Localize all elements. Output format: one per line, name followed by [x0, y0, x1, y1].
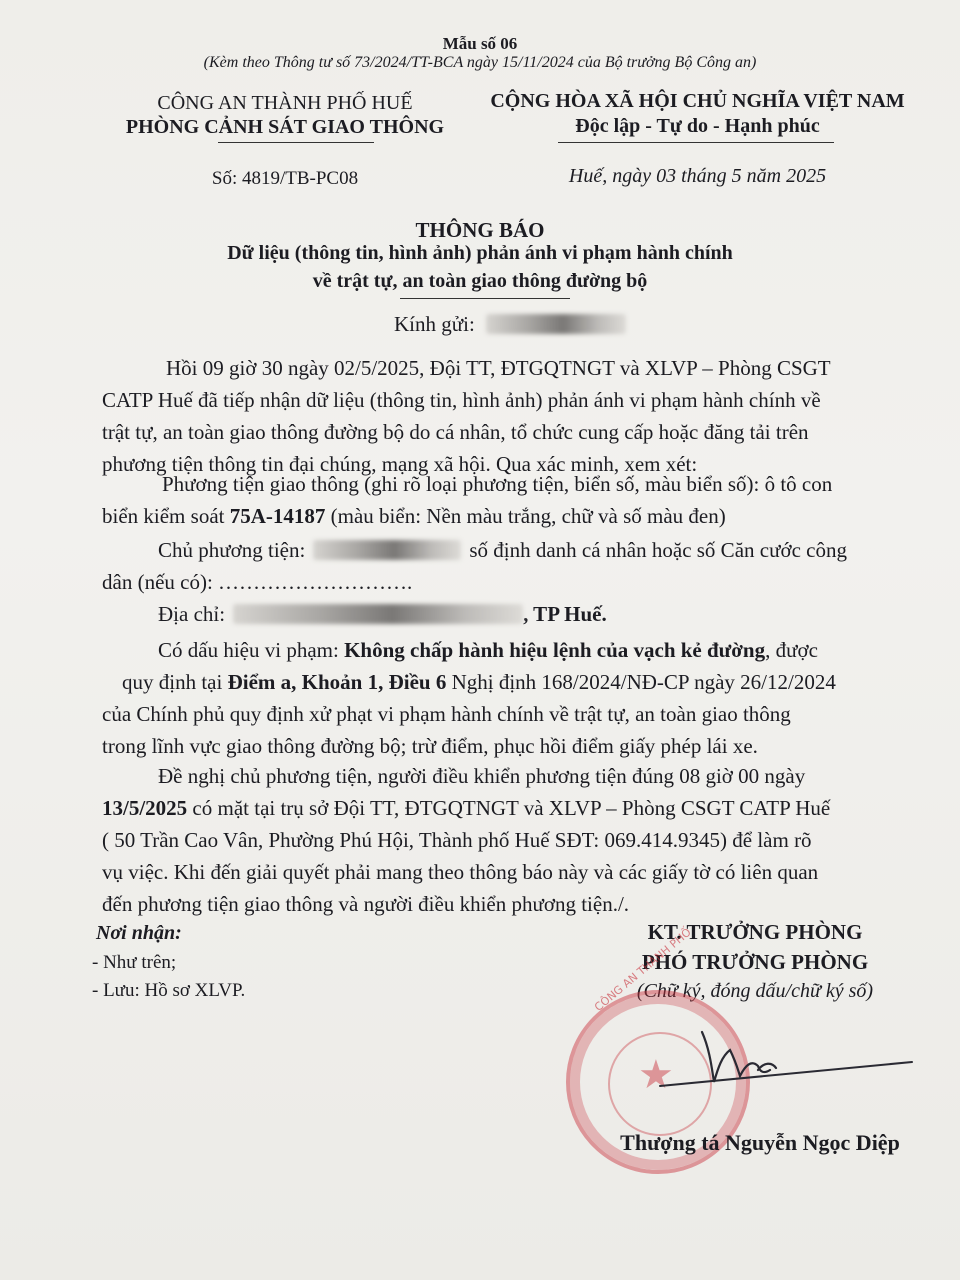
owner-label: Chủ phương tiện: [158, 538, 306, 562]
regulation-line: của Chính phủ quy định xử phạt vi phạm hành chính về trật tự, an toàn giao thông [102, 702, 791, 726]
redacted-address [233, 604, 523, 624]
redacted-recipient [486, 314, 626, 334]
address-label: Địa chỉ: [158, 602, 226, 626]
request-paragraph [102, 760, 942, 920]
agency-name: CÔNG AN THÀNH PHỐ HUẾ [157, 92, 413, 114]
seal-text: CÔNG AN THÀNH PHỐ [592, 925, 694, 1014]
signer-title: KT. TRƯỞNG PHÒNG [647, 920, 863, 944]
signer-position: PHÓ TRƯỞNG PHÒNG [641, 950, 869, 974]
violation-line [102, 634, 942, 666]
regulation-decree: Nghị định 168/2024/NĐ-CP ngày 26/12/2024 [446, 670, 836, 694]
form-number: Mẫu số 06 [442, 34, 518, 53]
recipient-item: - Như trên; [92, 952, 177, 973]
plate-color: (màu biển: Nền màu trắng, chữ và số màu đen) [325, 504, 726, 528]
address-city: , TP Huế. [523, 602, 607, 626]
appointment-place: có mặt tại trụ sở Đội TT, ĐTGQTNGT và XLVP – Phòng CSGT CATP Huế [187, 796, 831, 820]
national-motto: Độc lập - Tự do - Hạnh phúc [575, 115, 820, 137]
intro-line: phương tiện thông tin đại chúng, mạng xã hội. Qua xác minh, xem xét: [102, 452, 698, 476]
notice-subtitle-1: Dữ liệu (thông tin, hình ảnh) phản ánh vi phạm hành chính [227, 242, 733, 264]
title-underline [400, 298, 570, 299]
owner-paragraph [102, 534, 942, 598]
intro-line: CATP Huế đã tiếp nhận dữ liệu (thông tin, hình ảnh) phản ánh vi phạm hành chính về [102, 388, 821, 412]
violation-label: Có dấu hiệu vi phạm: [158, 638, 345, 662]
notice-title: THÔNG BÁO [415, 218, 545, 242]
notice-subtitle-2: về trật tự, an toàn giao thông đường bộ [312, 270, 648, 292]
redacted-owner [313, 540, 461, 560]
intro-line: trật tự, an toàn giao thông đường bộ do cá nhân, tổ chức cung cấp hoặc đăng tải trên [102, 420, 809, 444]
motto-underline [558, 142, 834, 143]
appointment-date: 13/5/2025 [102, 796, 188, 820]
violation-description: Không chấp hành hiệu lệnh của vạch kẻ đường [344, 638, 766, 662]
department-name: PHÒNG CẢNH SÁT GIAO THÔNG [125, 116, 445, 138]
signer-name: Thượng tá Nguyễn Ngọc Diệp [620, 1130, 900, 1155]
signature-note: (Chữ ký, đóng dấu/chữ ký số) [636, 980, 874, 1002]
seal-star-icon: ★ [638, 1052, 674, 1098]
recipient-label: Kính gửi: [394, 312, 475, 336]
department-underline [218, 142, 374, 143]
recipients-title: Nơi nhận: [96, 922, 182, 944]
regulation-line: trong lĩnh vực giao thông đường bộ; trừ điểm, phục hồi điểm giấy phép lái xe. [102, 734, 758, 758]
request-line: Đề nghị chủ phương tiện, người điều khiển phương tiện đúng 08 giờ 00 ngày [158, 764, 806, 788]
request-line: đến phương tiện giao thông và người điều khiển phương tiện./. [102, 892, 630, 916]
address-line [102, 598, 942, 630]
recipient-line [394, 312, 626, 337]
plate-prefix: biển kiểm soát [102, 504, 230, 528]
regulation-prefix: quy định tại [122, 670, 228, 694]
intro-line: Hồi 09 giờ 30 ngày 02/5/2025, Đội TT, ĐTGQTNGT và XLVP – Phòng CSGT [166, 356, 831, 380]
document-number: Số: 4819/TB-PC08 [211, 168, 359, 189]
violation-suffix: , được [765, 638, 818, 662]
owner-line [102, 534, 942, 566]
regulation-article: Điểm a, Khoản 1, Điều 6 [227, 670, 447, 694]
national-title: CỘNG HÒA XÃ HỘI CHỦ NGHĨA VIỆT NAM [490, 90, 905, 112]
handwritten-signature [640, 1010, 930, 1100]
vehicle-plate-line [102, 500, 942, 532]
vehicle-line: Phương tiện giao thông (ghi rõ loại phương tiện, biển số, màu biển số): ô tô con [162, 472, 833, 496]
vehicle-paragraph [102, 468, 942, 532]
owner-id-line: dân (nếu có): ………………………. [102, 570, 413, 594]
recipient-item: - Lưu: Hồ sơ XLVP. [92, 980, 246, 1001]
request-line: vụ việc. Khi đến giải quyết phải mang theo thông báo này và các giấy tờ có liên quan [102, 860, 819, 884]
issue-date: Huế, ngày 03 tháng 5 năm 2025 [568, 165, 827, 187]
address-paragraph [102, 598, 942, 630]
form-attachment: (Kèm theo Thông tư số 73/2024/TT-BCA ngày 15/11/2024 của Bộ trưởng Bộ Công an) [203, 54, 757, 71]
request-line: ( 50 Trần Cao Vân, Phường Phú Hội, Thành phố Huế SĐT: 069.414.9345) để làm rõ [102, 828, 812, 852]
license-plate: 75A-14187 [229, 504, 326, 528]
regulation-line [102, 666, 942, 698]
violation-paragraph [102, 634, 942, 762]
owner-id-label: số định danh cá nhân hoặc số Căn cước công [469, 538, 847, 562]
intro-paragraph [102, 352, 942, 480]
request-line [102, 792, 942, 824]
